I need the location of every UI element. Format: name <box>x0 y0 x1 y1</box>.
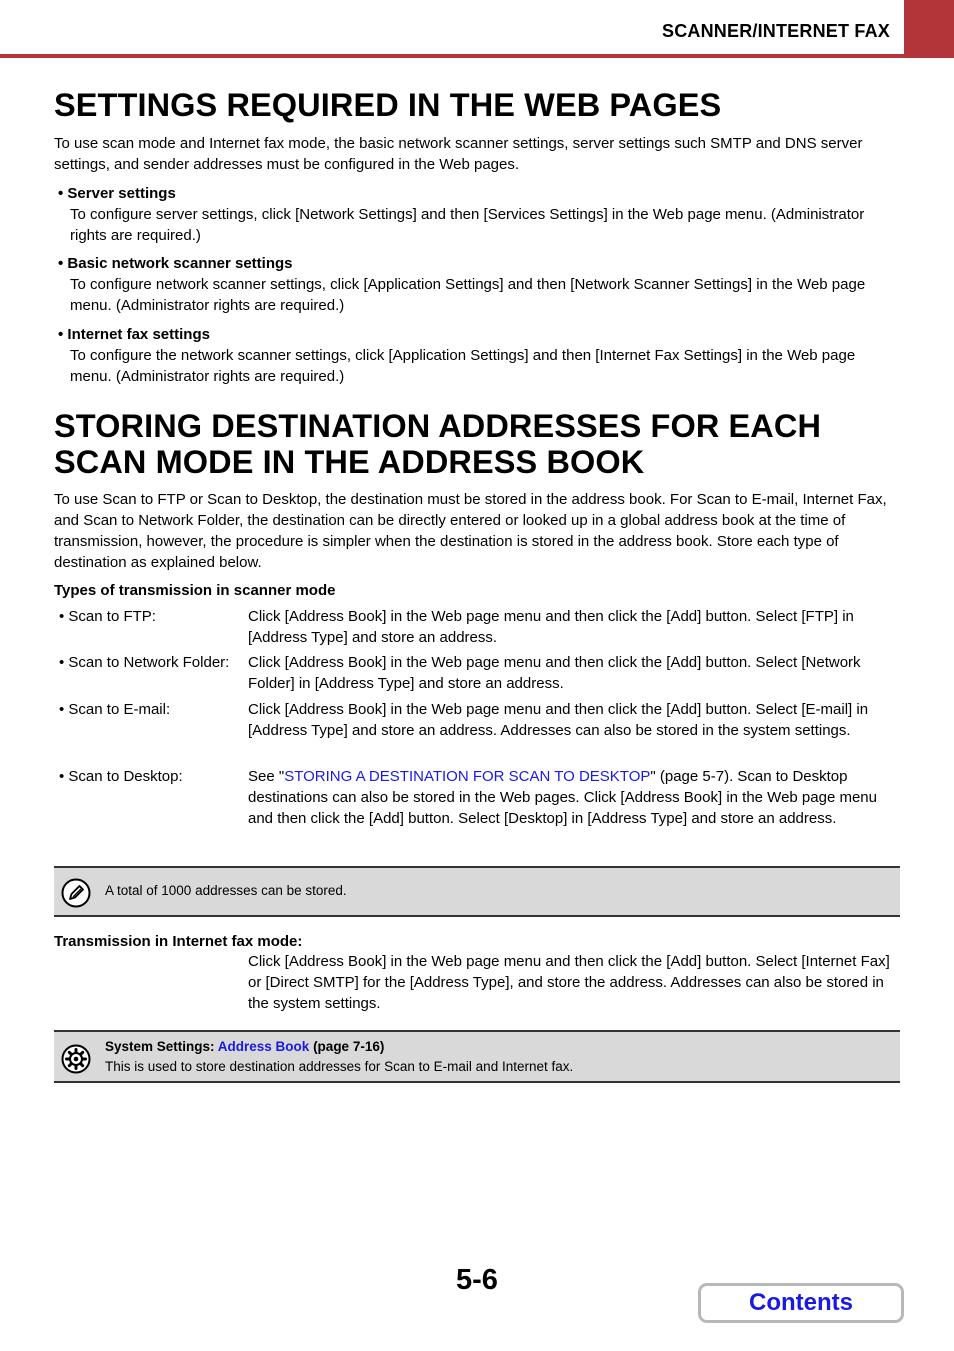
row-desc-ftp: Click [Address Book] in the Web page menu and then click the [Add] button. Select [FTP] in [Address Type] and store an address. <box>248 608 854 646</box>
note-box-capacity <box>54 866 900 917</box>
gear-settings-icon <box>61 1044 91 1074</box>
desktop-desc-suffix: " (page 5-7). Scan to Desktop destinations can also be stored in the Web pages. Click [Address Book] in the Web page menu and then click the [Add] button. Select [Desktop] in [Address Type] and store an address. <box>248 768 877 827</box>
bullet-title-server: • Server settings <box>58 185 176 202</box>
row-label-ftp: • Scan to FTP: <box>59 608 156 625</box>
note-text-capacity: A total of 1000 addresses can be stored. <box>105 883 347 898</box>
types-heading: Types of transmission in scanner mode <box>54 582 336 599</box>
note-box-system-settings <box>54 1030 900 1083</box>
chapter-title: SCANNER/INTERNET FAX <box>661 21 890 41</box>
link-address-book[interactable]: Address Book <box>217 1039 310 1054</box>
bullet-title-network-scanner: • Basic network scanner settings <box>58 255 293 272</box>
system-settings-prefix: System Settings: <box>105 1039 218 1054</box>
row-label-email: • Scan to E-mail: <box>59 701 171 718</box>
pencil-note-icon <box>61 878 91 908</box>
section-heading-web-settings: SETTINGS REQUIRED IN THE WEB PAGES <box>54 87 722 123</box>
ifax-desc: Click [Address Book] in the Web page menu and then click the [Add] button. Select [Internet Fax] or [Direct SMTP] for the [Address Type], and store the address. Addresses can also be stored in the system settings. <box>248 953 890 1012</box>
contents-button[interactable]: Contents <box>698 1283 904 1323</box>
system-settings-ref <box>105 1037 384 1057</box>
row-label-network-folder: • Scan to Network Folder: <box>59 654 230 671</box>
header-rule <box>0 54 904 58</box>
section-heading-address-book-line2: SCAN MODE IN THE ADDRESS BOOK <box>54 444 645 480</box>
row-label-desktop: • Scan to Desktop: <box>59 768 183 785</box>
bullet-body-internet-fax: To configure the network scanner settings, click [Application Settings] and then [Internet Fax Settings] in the Web page menu. (Administrator rights are required.) <box>70 347 856 385</box>
system-settings-desc: This is used to store destination addresses for Scan to E-mail and Internet fax. <box>105 1059 574 1074</box>
system-settings-suffix: (page 7-16) <box>309 1039 385 1054</box>
section-intro: To use scan mode and Internet fax mode, the basic network scanner settings, server settings such SMTP and DNS server settings, and sender addresses must be configured in the Web pages. <box>54 135 863 173</box>
row-desc-email: Click [Address Book] in the Web page menu and then click the [Add] button. Select [E-mail] in [Address Type] and store an address. Addresses can also be stored in the system settings. <box>248 701 869 739</box>
section-intro-address-book: To use Scan to FTP or Scan to Desktop, the destination must be stored in the address book. For Scan to E-mail, Internet Fax, and Scan to Network Folder, the destination can be directly entered or looked up in a global address book at the time of transmission, however, the procedure is simpler when the destination is stored in the address book. Store each type of destination as explained below. <box>54 491 887 571</box>
link-scan-to-desktop[interactable]: STORING A DESTINATION FOR SCAN TO DESKTOP <box>284 768 651 785</box>
bullet-title-internet-fax: • Internet fax settings <box>58 326 210 343</box>
header-accent-block <box>904 0 954 58</box>
section-heading-address-book-line1: STORING DESTINATION ADDRESSES FOR EACH <box>54 408 822 444</box>
page-number: 5-6 <box>456 1264 498 1296</box>
row-desc-network-folder: Click [Address Book] in the Web page menu and then click the [Add] button. Select [Network Folder] in [Address Type] and store an address. <box>248 654 861 692</box>
desktop-desc-prefix: See " <box>248 768 285 785</box>
row-desc-desktop <box>248 766 900 829</box>
bullet-body-network-scanner: To configure network scanner settings, click [Application Settings] and then [Network Scanner Settings] in the Web page menu. (Administrator rights are required.) <box>70 276 866 314</box>
ifax-heading: Transmission in Internet fax mode: <box>54 933 303 950</box>
bullet-body-server: To configure server settings, click [Network Settings] and then [Services Settings] in the Web page menu. (Administrator rights are required.) <box>70 206 865 244</box>
